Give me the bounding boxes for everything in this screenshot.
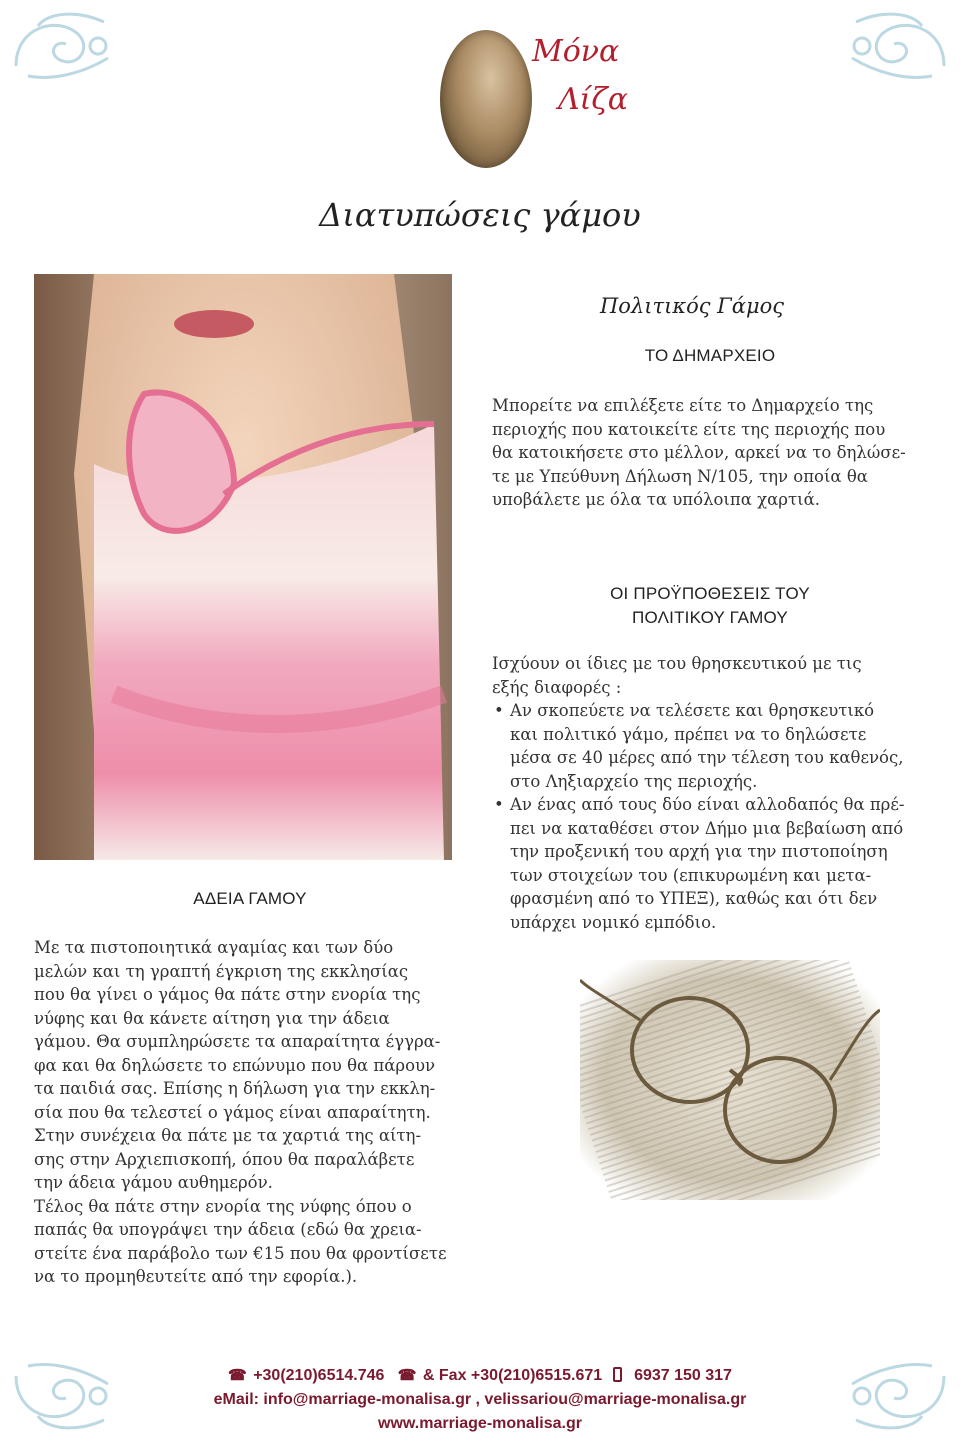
conditions-list	[492, 699, 932, 934]
corner-ornament-top-left	[8, 6, 118, 86]
license-heading: ΑΔΕΙΑ ΓΑΜΟΥ	[193, 889, 307, 908]
text-line: πει να καταθέσει στον Δήμο μια βεβαίωση από	[510, 818, 904, 838]
text-line: την άδεια γάμου αυθημερόν.	[34, 1173, 273, 1192]
license-text	[34, 936, 474, 1289]
logo-line-1: Μόνα	[532, 34, 620, 69]
glasses-photo	[580, 960, 880, 1200]
logo-line-2: Λίζα	[558, 82, 628, 117]
text-line: • Αν ένας από τους δύο είναι αλλοδαπός θα πρέ-	[510, 795, 905, 814]
conditions-heading	[510, 582, 910, 630]
text-line: περιοχής που κατοικείτε είτε της περιοχής που	[492, 419, 886, 439]
text-line: και πολιτικό γάμο, πρέπει να το δηλώσετε	[510, 724, 867, 744]
text-line: τα παιδιά σας. Επίσης η δήλωση για την εκκλη-	[34, 1079, 436, 1098]
text-line: στείτε ένα παράβολο των €15 που θα φροντίσετε	[34, 1243, 447, 1263]
text-line: • Αν σκοπεύετε να τελέσετε και θρησκευτικό	[510, 701, 875, 720]
list-item	[492, 793, 932, 934]
text-line: Στην συνέχεια θα πάτε με τα χαρτιά της αίτη-	[34, 1126, 422, 1145]
text-line: των στοιχείων του (επικυρωμένη και μετα-	[510, 865, 872, 885]
fax-number[interactable]: & Fax +30(210)6515.671	[422, 1367, 603, 1384]
town-hall-text	[492, 394, 932, 512]
mobile-number[interactable]: 6937 150 317	[634, 1367, 732, 1384]
corner-ornament-top-right	[842, 6, 952, 86]
page-title: Διατυπώσεις γάμου	[319, 196, 641, 234]
town-hall-heading: ΤΟ ΔΗΜΑΡΧΕΙΟ	[644, 346, 776, 365]
phone-line	[0, 1364, 960, 1388]
text-line: Τέλος θα πάτε στην ενορία της νύφης όπου ο	[34, 1196, 412, 1216]
text-line: που θα γίνει ο γάμος θα πάτε στην ενορία της	[34, 985, 421, 1004]
email-line[interactable]: eMail: info@marriage-monalisa.gr , velissariou@marriage-monalisa.gr	[213, 1391, 747, 1408]
logo-vintage-photo	[440, 30, 532, 168]
list-item	[492, 699, 932, 793]
text-line: σης στην Αρχιεπισκοπή, όπου θα παραλάβετε	[34, 1149, 415, 1169]
text-line: μελών και τη γραπτή έγκριση της εκκλησίας	[34, 961, 409, 981]
phone-number[interactable]: +30(210)6514.746	[253, 1367, 385, 1384]
text-line: φα και θα δηλώσετε το επώνυμο που θα πάρουν	[34, 1055, 436, 1075]
text-line: Μπορείτε να επιλέξετε είτε το Δημαρχείο της	[492, 396, 874, 415]
text-line: Με τα πιστοποιητικά αγαμίας και των δύο	[34, 938, 394, 957]
text-line: παπάς θα υπογράψει την άδεια (εδώ θα χρεια-	[34, 1220, 422, 1239]
mobile-phone-icon	[613, 1367, 622, 1382]
conditions-text	[492, 652, 932, 934]
text-line: γάμου. Θα συμπληρώσετε τα απαραίτητα έγγρα-	[34, 1032, 441, 1051]
text-line: θα κατοικήσετε στο μέλλον, αρκεί να το δηλώσε-	[492, 443, 906, 462]
logo-text	[532, 28, 628, 124]
text-line: τε με Υπεύθυνη Δήλωση Ν/105, την οποία θα	[492, 466, 868, 486]
phone-icon: ☎	[228, 1367, 247, 1384]
text-line: υπάρχει νομικό εμπόδιο.	[510, 912, 717, 932]
text-line: Ισχύουν οι ίδιες με του θρησκευτικού με τις	[492, 654, 862, 673]
text-line: υποβάλετε με όλα τα υπόλοιπα χαρτιά.	[492, 490, 820, 509]
conditions-heading-line: ΠΟΛΙΤΙΚΟΥ ΓΑΜΟΥ	[632, 608, 788, 627]
text-line: νύφης και θα κάνετε αίτηση για την άδεια	[34, 1008, 390, 1028]
phone-icon: ☎	[397, 1367, 417, 1384]
text-line: εξής διαφορές :	[492, 677, 622, 697]
conditions-heading-line: ΟΙ ΠΡΟΫΠΟΘΕΣΕΙΣ ΤΟΥ	[610, 584, 810, 603]
text-line: στο Ληξιαρχείο της περιοχής.	[510, 771, 758, 791]
civil-marriage-heading: Πολιτικός Γάμος	[599, 294, 784, 318]
text-line: σία που θα τελεστεί ο γάμος είναι απαραίτητη.	[34, 1102, 431, 1122]
brand-logo	[440, 22, 640, 172]
text-line: την προξενική του αρχή για την πιστοποίηση	[510, 842, 888, 861]
text-line: φρασμένη από το ΥΠΕΞ), καθώς και ότι δεν	[510, 889, 878, 908]
contact-footer	[0, 1364, 960, 1436]
text-line: να το προμηθευτείτε από την εφορία.).	[34, 1267, 358, 1286]
website-link[interactable]: www.marriage-monalisa.gr	[378, 1415, 582, 1432]
bride-photo	[34, 274, 452, 860]
text-line: μέσα σε 40 μέρες από την τέλεση του καθενός,	[510, 748, 904, 767]
